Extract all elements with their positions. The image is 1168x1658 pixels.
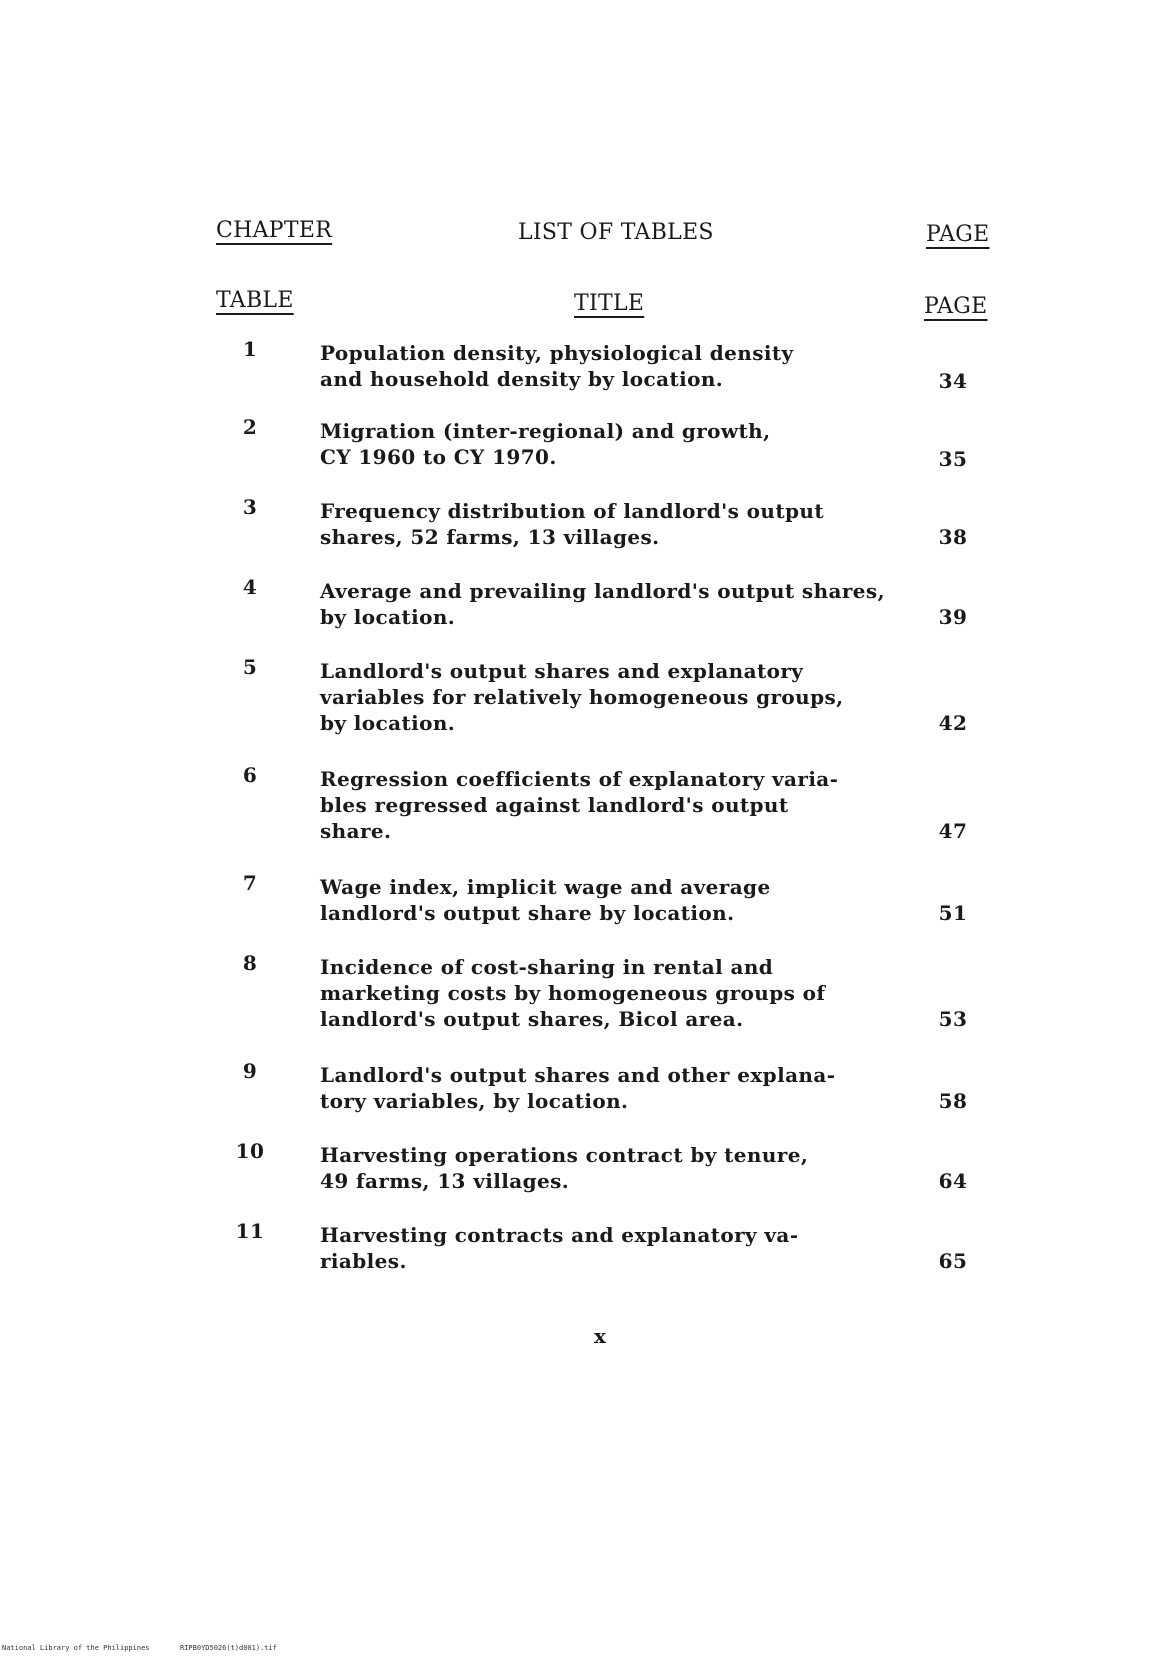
entry-page: 65 xyxy=(938,1249,968,1273)
chapter-header: CHAPTER xyxy=(216,218,333,243)
entry-page: 39 xyxy=(938,605,968,629)
entry-page: 42 xyxy=(938,711,968,735)
entry-title: Migration (inter-regional) and growth, CY 1960 to CY 1970. xyxy=(320,419,771,469)
entry-page: 47 xyxy=(938,819,968,843)
entry-title: Frequency distribution of landlord's output shares, 52 farms, 13 villages. xyxy=(320,499,824,549)
entry-title: Landlord's output shares and explanatory variables for relatively homogeneous groups, by location. xyxy=(320,659,844,735)
entry-number: 10 xyxy=(235,1139,265,1163)
entry-number: 5 xyxy=(242,655,258,679)
entry-page: 58 xyxy=(938,1089,968,1113)
entry-title: Wage index, implicit wage and average landlord's output share by location. xyxy=(320,875,771,925)
entry-page: 34 xyxy=(938,369,968,393)
entry-page: 38 xyxy=(938,525,968,549)
entry-number: 2 xyxy=(242,415,258,439)
entry-number: 4 xyxy=(242,575,258,599)
entry-title: Average and prevailing landlord's output shares, by location. xyxy=(320,579,885,629)
title-column-header: TITLE xyxy=(574,291,645,316)
page-number: x xyxy=(594,1324,606,1348)
entry-number: 1 xyxy=(242,337,258,361)
entry-number: 3 xyxy=(242,495,258,519)
list-title: LIST OF TABLES xyxy=(518,220,714,245)
entry-title: Incidence of cost-sharing in rental and marketing costs by homogeneous groups of landlord's output shares, Bicol area. xyxy=(320,955,826,1031)
entry-title: Harvesting contracts and explanatory va- riables. xyxy=(320,1223,799,1273)
entry-page: 64 xyxy=(938,1169,968,1193)
footer-file-reference: RIPB0YD5026(t)d001).tif xyxy=(180,1644,277,1652)
entry-title: Regression coefficients of explanatory varia- bles regressed against landlord's output share. xyxy=(320,767,839,843)
entry-page: 35 xyxy=(938,447,968,471)
entry-number: 11 xyxy=(235,1219,265,1243)
entry-number: 6 xyxy=(242,763,258,787)
entry-number: 9 xyxy=(242,1059,258,1083)
entry-number: 7 xyxy=(242,871,258,895)
entry-page: 51 xyxy=(938,901,968,925)
entry-title: Harvesting operations contract by tenure, 49 farms, 13 villages. xyxy=(320,1143,809,1193)
footer-library-credit: National Library of the Philippines xyxy=(2,1644,150,1652)
page-header-top: PAGE xyxy=(926,222,990,247)
page-column-header: PAGE xyxy=(924,294,988,319)
table-column-header: TABLE xyxy=(216,288,294,313)
entry-title: Population density, physiological density and household density by location. xyxy=(320,341,794,391)
entry-page: 53 xyxy=(938,1007,968,1031)
entry-title: Landlord's output shares and other explana- tory variables, by location. xyxy=(320,1063,836,1113)
entry-number: 8 xyxy=(242,951,258,975)
